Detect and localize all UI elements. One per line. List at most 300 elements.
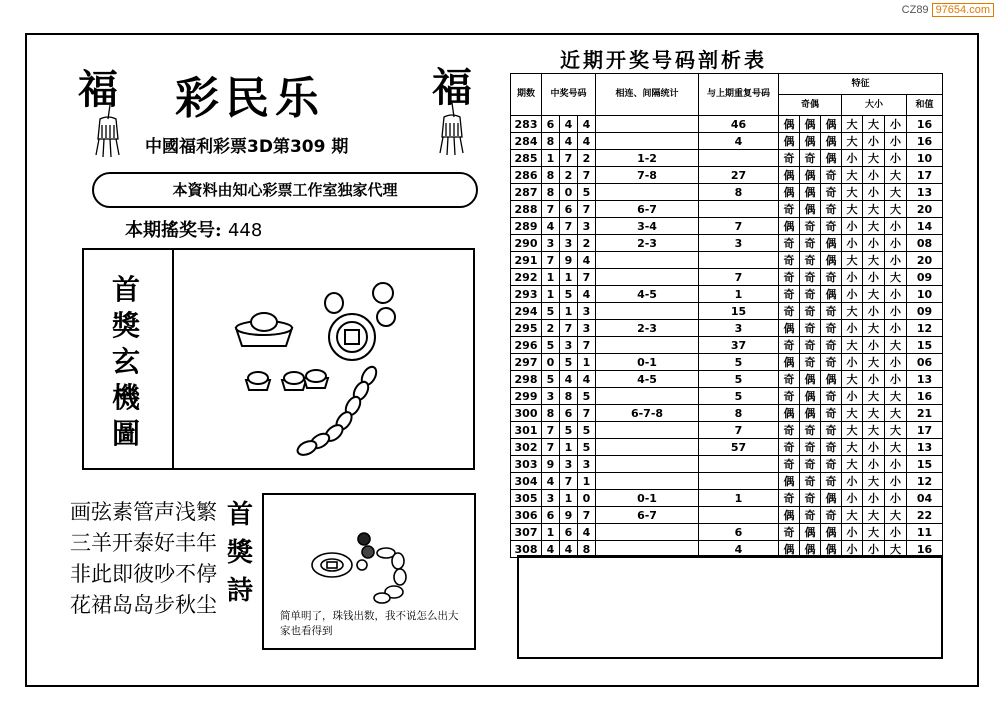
- odd-even-cell: 偶: [800, 201, 821, 218]
- number-digit-cell: 9: [560, 252, 578, 269]
- big-small-cell: 小: [842, 320, 863, 337]
- number-digit-cell: 7: [578, 167, 596, 184]
- odd-even-cell: 奇: [779, 269, 800, 286]
- repeat-cell: [699, 150, 779, 167]
- odd-even-cell: 偶: [779, 473, 800, 490]
- number-digit-cell: 7: [542, 422, 560, 439]
- number-digit-cell: 4: [542, 541, 560, 558]
- odd-even-cell: 偶: [779, 167, 800, 184]
- number-digit-cell: 7: [542, 252, 560, 269]
- number-digit-cell: 6: [542, 507, 560, 524]
- odd-even-cell: 奇: [800, 507, 821, 524]
- table-row: [511, 150, 943, 167]
- odd-even-cell: 偶: [800, 184, 821, 201]
- number-digit-cell: 1: [542, 269, 560, 286]
- big-small-cell: 小: [863, 337, 885, 354]
- adjacent-cell: [596, 116, 699, 133]
- table-row: [511, 201, 943, 218]
- table-row: [511, 473, 943, 490]
- table-row: [511, 235, 943, 252]
- number-digit-cell: 6: [560, 405, 578, 422]
- odd-even-cell: 奇: [821, 269, 842, 286]
- odd-even-cell: 奇: [779, 303, 800, 320]
- results-table-body: [511, 116, 943, 558]
- period-cell: 296: [511, 337, 542, 354]
- number-digit-cell: 1: [560, 439, 578, 456]
- adjacent-cell: [596, 252, 699, 269]
- table-row: [511, 133, 943, 150]
- number-digit-cell: 8: [542, 184, 560, 201]
- big-small-cell: 大: [863, 116, 885, 133]
- big-small-cell: 大: [863, 422, 885, 439]
- table-row: [511, 507, 943, 524]
- table-title: 近期开奖号码剖析表: [560, 48, 767, 72]
- sum-cell: 21: [907, 405, 943, 422]
- draw-number-value: 448: [227, 220, 263, 241]
- header-feature: 特征: [779, 74, 943, 95]
- odd-even-cell: 偶: [821, 490, 842, 507]
- odd-even-cell: 偶: [779, 405, 800, 422]
- number-digit-cell: 7: [578, 405, 596, 422]
- number-digit-cell: 5: [578, 388, 596, 405]
- number-digit-cell: 1: [560, 490, 578, 507]
- poem-line: 画弦素管声浅繁: [70, 500, 217, 524]
- repeat-cell: 4: [699, 541, 779, 558]
- big-small-cell: 小: [842, 235, 863, 252]
- results-table: [510, 73, 943, 558]
- number-digit-cell: 5: [560, 422, 578, 439]
- big-small-cell: 小: [885, 133, 907, 150]
- big-small-cell: 大: [885, 422, 907, 439]
- hint-picture: [264, 495, 474, 605]
- number-digit-cell: 7: [560, 320, 578, 337]
- repeat-cell: 5: [699, 388, 779, 405]
- big-small-cell: 小: [885, 320, 907, 337]
- odd-even-cell: 偶: [800, 133, 821, 150]
- period-cell: 284: [511, 133, 542, 150]
- number-digit-cell: 4: [542, 218, 560, 235]
- sum-cell: 16: [907, 388, 943, 405]
- period-cell: 294: [511, 303, 542, 320]
- sum-cell: 08: [907, 235, 943, 252]
- sum-cell: 06: [907, 354, 943, 371]
- adjacent-cell: [596, 422, 699, 439]
- watermark-code: CZ89: [901, 4, 929, 16]
- number-digit-cell: 5: [542, 337, 560, 354]
- odd-even-cell: 偶: [800, 405, 821, 422]
- poem-line: 非此即彼吵不停: [70, 562, 217, 586]
- odd-even-cell: 奇: [779, 150, 800, 167]
- odd-even-cell: 偶: [821, 235, 842, 252]
- number-digit-cell: 5: [578, 184, 596, 201]
- adjacent-cell: [596, 184, 699, 201]
- header-adjacent: 相连、间隔统计: [596, 74, 699, 116]
- big-small-cell: 大: [863, 320, 885, 337]
- hint-box: [262, 493, 476, 650]
- odd-even-cell: 偶: [800, 541, 821, 558]
- table-row: [511, 218, 943, 235]
- odd-even-cell: 偶: [821, 252, 842, 269]
- poem-title-char: 獎: [226, 538, 253, 568]
- odd-even-cell: 偶: [800, 116, 821, 133]
- repeat-cell: 37: [699, 337, 779, 354]
- big-small-cell: 小: [842, 269, 863, 286]
- puzzle-title-char: 機: [111, 381, 140, 414]
- period-cell: 305: [511, 490, 542, 507]
- hint-caption: 简单明了，珠钱出数，我不说怎么出大家也看得到: [280, 610, 459, 637]
- big-small-cell: 小: [863, 541, 885, 558]
- number-digit-cell: 3: [542, 235, 560, 252]
- odd-even-cell: 奇: [821, 184, 842, 201]
- odd-even-cell: 奇: [800, 456, 821, 473]
- sum-cell: 12: [907, 473, 943, 490]
- table-row: [511, 490, 943, 507]
- period-cell: 308: [511, 541, 542, 558]
- odd-even-cell: 偶: [779, 354, 800, 371]
- odd-even-cell: 奇: [779, 456, 800, 473]
- big-small-cell: 大: [863, 150, 885, 167]
- big-small-cell: 大: [842, 167, 863, 184]
- repeat-cell: 7: [699, 422, 779, 439]
- number-digit-cell: 3: [578, 320, 596, 337]
- odd-even-cell: 奇: [800, 286, 821, 303]
- period-cell: 283: [511, 116, 542, 133]
- tassel-left-icon: [90, 105, 150, 165]
- number-digit-cell: 2: [578, 150, 596, 167]
- adjacent-cell: 0-1: [596, 354, 699, 371]
- poem-title-char: 首: [226, 500, 253, 530]
- number-digit-cell: 6: [560, 201, 578, 218]
- number-digit-cell: 1: [542, 524, 560, 541]
- big-small-cell: 大: [842, 184, 863, 201]
- period-cell: 292: [511, 269, 542, 286]
- period-cell: 286: [511, 167, 542, 184]
- repeat-cell: 1: [699, 286, 779, 303]
- big-small-cell: 小: [885, 286, 907, 303]
- number-digit-cell: 0: [578, 490, 596, 507]
- big-small-cell: 小: [863, 167, 885, 184]
- odd-even-cell: 奇: [800, 354, 821, 371]
- big-small-cell: 大: [885, 388, 907, 405]
- number-digit-cell: 7: [560, 150, 578, 167]
- fu-right-character: 福: [432, 64, 472, 111]
- bead-chain-icon: [357, 533, 406, 603]
- sum-cell: 13: [907, 439, 943, 456]
- number-digit-cell: 4: [560, 541, 578, 558]
- prize-poem: [70, 497, 217, 621]
- tassel-right-icon: [430, 103, 490, 163]
- odd-even-cell: 偶: [800, 371, 821, 388]
- sum-cell: 10: [907, 286, 943, 303]
- odd-even-cell: 偶: [821, 116, 842, 133]
- odd-even-cell: 奇: [779, 371, 800, 388]
- repeat-cell: [699, 456, 779, 473]
- repeat-cell: [699, 473, 779, 490]
- odd-even-cell: 奇: [779, 235, 800, 252]
- puzzle-title: [106, 272, 146, 452]
- number-digit-cell: 5: [578, 439, 596, 456]
- number-digit-cell: 7: [578, 269, 596, 286]
- big-small-cell: 小: [863, 133, 885, 150]
- puzzle-title-char: 玄: [111, 345, 140, 378]
- big-small-cell: 小: [863, 269, 885, 286]
- big-small-cell: 大: [842, 456, 863, 473]
- number-digit-cell: 1: [560, 269, 578, 286]
- repeat-cell: 27: [699, 167, 779, 184]
- number-digit-cell: 4: [578, 116, 596, 133]
- number-digit-cell: 4: [578, 371, 596, 388]
- period-cell: 300: [511, 405, 542, 422]
- odd-even-cell: 奇: [800, 337, 821, 354]
- puzzle-picture: [174, 250, 472, 466]
- odd-even-cell: 偶: [800, 388, 821, 405]
- number-digit-cell: 4: [578, 133, 596, 150]
- sum-cell: 13: [907, 371, 943, 388]
- big-small-cell: 小: [885, 303, 907, 320]
- odd-even-cell: 奇: [800, 439, 821, 456]
- big-small-cell: 大: [842, 303, 863, 320]
- big-small-cell: 大: [863, 252, 885, 269]
- big-small-cell: 大: [863, 405, 885, 422]
- sum-cell: 09: [907, 269, 943, 286]
- big-small-cell: 大: [885, 507, 907, 524]
- big-small-cell: 大: [842, 337, 863, 354]
- odd-even-cell: 奇: [779, 490, 800, 507]
- repeat-cell: 46: [699, 116, 779, 133]
- repeat-cell: 4: [699, 133, 779, 150]
- header-repeat: 与上期重复号码: [699, 74, 779, 116]
- number-digit-cell: 8: [542, 167, 560, 184]
- number-digit-cell: 7: [542, 201, 560, 218]
- repeat-cell: 8: [699, 184, 779, 201]
- odd-even-cell: 偶: [800, 167, 821, 184]
- odd-even-cell: 奇: [821, 456, 842, 473]
- number-digit-cell: 3: [542, 388, 560, 405]
- adjacent-cell: 0-1: [596, 490, 699, 507]
- number-digit-cell: 5: [542, 303, 560, 320]
- watermark-site-link[interactable]: 97654.com: [932, 3, 994, 17]
- number-digit-cell: 1: [542, 286, 560, 303]
- table-row: [511, 252, 943, 269]
- big-small-cell: 大: [863, 388, 885, 405]
- number-digit-cell: 2: [560, 167, 578, 184]
- number-digit-cell: 3: [578, 456, 596, 473]
- header-big-small: 大小: [842, 95, 907, 116]
- odd-even-cell: 奇: [779, 422, 800, 439]
- table-row: [511, 286, 943, 303]
- number-digit-cell: 5: [560, 286, 578, 303]
- big-small-cell: 大: [885, 541, 907, 558]
- period-cell: 291: [511, 252, 542, 269]
- watermark: [902, 4, 994, 16]
- table-row: [511, 405, 943, 422]
- big-small-cell: 小: [885, 490, 907, 507]
- odd-even-cell: 奇: [821, 218, 842, 235]
- period-cell: 302: [511, 439, 542, 456]
- big-small-cell: 大: [885, 337, 907, 354]
- odd-even-cell: 奇: [821, 439, 842, 456]
- draw-number-label: 本期搖奖号:: [125, 220, 222, 241]
- adjacent-cell: 2-3: [596, 235, 699, 252]
- adjacent-cell: 6-7: [596, 507, 699, 524]
- sum-cell: 15: [907, 337, 943, 354]
- small-ingot-icon: [246, 370, 328, 390]
- adjacent-cell: 2-3: [596, 320, 699, 337]
- big-small-cell: 大: [842, 371, 863, 388]
- adjacent-cell: [596, 524, 699, 541]
- number-digit-cell: 1: [542, 150, 560, 167]
- odd-even-cell: 奇: [821, 354, 842, 371]
- adjacent-cell: 7-8: [596, 167, 699, 184]
- repeat-cell: 3: [699, 320, 779, 337]
- odd-even-cell: 奇: [779, 286, 800, 303]
- puzzle-title-char: 圖: [111, 417, 140, 450]
- period-cell: 289: [511, 218, 542, 235]
- repeat-cell: 15: [699, 303, 779, 320]
- big-small-cell: 小: [863, 303, 885, 320]
- puzzle-title-char: 獎: [111, 309, 140, 342]
- agent-note-banner: 本資料由知心彩票工作室独家代理: [92, 172, 478, 208]
- big-small-cell: 小: [863, 235, 885, 252]
- big-small-cell: 大: [885, 439, 907, 456]
- repeat-cell: [699, 507, 779, 524]
- big-small-cell: 小: [885, 218, 907, 235]
- odd-even-cell: 奇: [779, 252, 800, 269]
- big-small-cell: 大: [863, 354, 885, 371]
- odd-even-cell: 偶: [821, 371, 842, 388]
- odd-even-cell: 偶: [779, 320, 800, 337]
- adjacent-cell: [596, 337, 699, 354]
- big-small-cell: 小: [842, 490, 863, 507]
- big-small-cell: 小: [885, 235, 907, 252]
- adjacent-cell: [596, 269, 699, 286]
- odd-even-cell: 偶: [779, 541, 800, 558]
- number-digit-cell: 3: [578, 303, 596, 320]
- big-small-cell: 大: [842, 252, 863, 269]
- table-row: [511, 524, 943, 541]
- odd-even-cell: 奇: [800, 422, 821, 439]
- odd-even-cell: 偶: [779, 184, 800, 201]
- sum-cell: 17: [907, 422, 943, 439]
- number-digit-cell: 3: [560, 456, 578, 473]
- odd-even-cell: 奇: [800, 320, 821, 337]
- gold-ingot-icon: [236, 313, 292, 346]
- period-cell: 290: [511, 235, 542, 252]
- number-digit-cell: 5: [542, 371, 560, 388]
- number-digit-cell: 4: [560, 133, 578, 150]
- number-digit-cell: 1: [560, 303, 578, 320]
- copper-coin-icon: [329, 314, 375, 360]
- period-cell: 287: [511, 184, 542, 201]
- odd-even-cell: 偶: [779, 218, 800, 235]
- odd-even-cell: 奇: [779, 388, 800, 405]
- big-small-cell: 大: [842, 133, 863, 150]
- period-cell: 299: [511, 388, 542, 405]
- sum-cell: 17: [907, 167, 943, 184]
- repeat-cell: [699, 252, 779, 269]
- big-small-cell: 大: [885, 167, 907, 184]
- odd-even-cell: 奇: [821, 507, 842, 524]
- number-digit-cell: 7: [578, 337, 596, 354]
- odd-even-cell: 奇: [821, 201, 842, 218]
- big-small-cell: 小: [842, 150, 863, 167]
- table-row: [511, 184, 943, 201]
- header-odd-even: 奇偶: [779, 95, 842, 116]
- odd-even-cell: 奇: [800, 473, 821, 490]
- number-digit-cell: 3: [560, 337, 578, 354]
- number-digit-cell: 4: [560, 116, 578, 133]
- fu-left-character: 福: [78, 66, 118, 113]
- odd-even-cell: 奇: [779, 524, 800, 541]
- big-small-cell: 大: [842, 422, 863, 439]
- period-cell: 303: [511, 456, 542, 473]
- sum-cell: 16: [907, 116, 943, 133]
- table-row: [511, 320, 943, 337]
- big-small-cell: 小: [842, 473, 863, 490]
- odd-even-cell: 偶: [779, 116, 800, 133]
- table-row: [511, 354, 943, 371]
- sum-cell: 04: [907, 490, 943, 507]
- number-digit-cell: 5: [578, 422, 596, 439]
- sum-cell: 14: [907, 218, 943, 235]
- odd-even-cell: 奇: [779, 201, 800, 218]
- table-row: [511, 337, 943, 354]
- odd-even-cell: 偶: [821, 150, 842, 167]
- big-small-cell: 小: [885, 456, 907, 473]
- period-cell: 307: [511, 524, 542, 541]
- big-small-cell: 大: [885, 405, 907, 422]
- adjacent-cell: 4-5: [596, 286, 699, 303]
- puzzle-title-char: 首: [111, 273, 140, 306]
- big-small-cell: 小: [863, 490, 885, 507]
- big-small-cell: 大: [842, 439, 863, 456]
- table-row: [511, 422, 943, 439]
- odd-even-cell: 奇: [821, 320, 842, 337]
- big-small-cell: 大: [863, 286, 885, 303]
- sum-cell: 22: [907, 507, 943, 524]
- repeat-cell: 3: [699, 235, 779, 252]
- repeat-cell: 8: [699, 405, 779, 422]
- odd-even-cell: 偶: [821, 286, 842, 303]
- sum-cell: 20: [907, 201, 943, 218]
- number-digit-cell: 0: [560, 184, 578, 201]
- period-cell: 304: [511, 473, 542, 490]
- period-cell: 288: [511, 201, 542, 218]
- adjacent-cell: [596, 439, 699, 456]
- period-cell: 301: [511, 422, 542, 439]
- header-period: 期数: [511, 74, 542, 116]
- coin-icon: [312, 553, 352, 577]
- period-cell: 297: [511, 354, 542, 371]
- odd-even-cell: 奇: [821, 473, 842, 490]
- odd-even-cell: 奇: [821, 337, 842, 354]
- odd-even-cell: 奇: [821, 303, 842, 320]
- header-sum: 和值: [907, 95, 943, 116]
- odd-even-cell: 偶: [821, 133, 842, 150]
- number-digit-cell: 4: [542, 473, 560, 490]
- odd-even-cell: 奇: [800, 303, 821, 320]
- adjacent-cell: [596, 303, 699, 320]
- big-small-cell: 大: [842, 507, 863, 524]
- adjacent-cell: 6-7-8: [596, 405, 699, 422]
- poem-line: 三羊开泰好丰年: [70, 531, 217, 555]
- number-digit-cell: 3: [578, 218, 596, 235]
- big-small-cell: 小: [885, 371, 907, 388]
- adjacent-cell: 3-4: [596, 218, 699, 235]
- blank-note-box: [517, 555, 943, 659]
- odd-even-cell: 奇: [800, 490, 821, 507]
- sum-cell: 15: [907, 456, 943, 473]
